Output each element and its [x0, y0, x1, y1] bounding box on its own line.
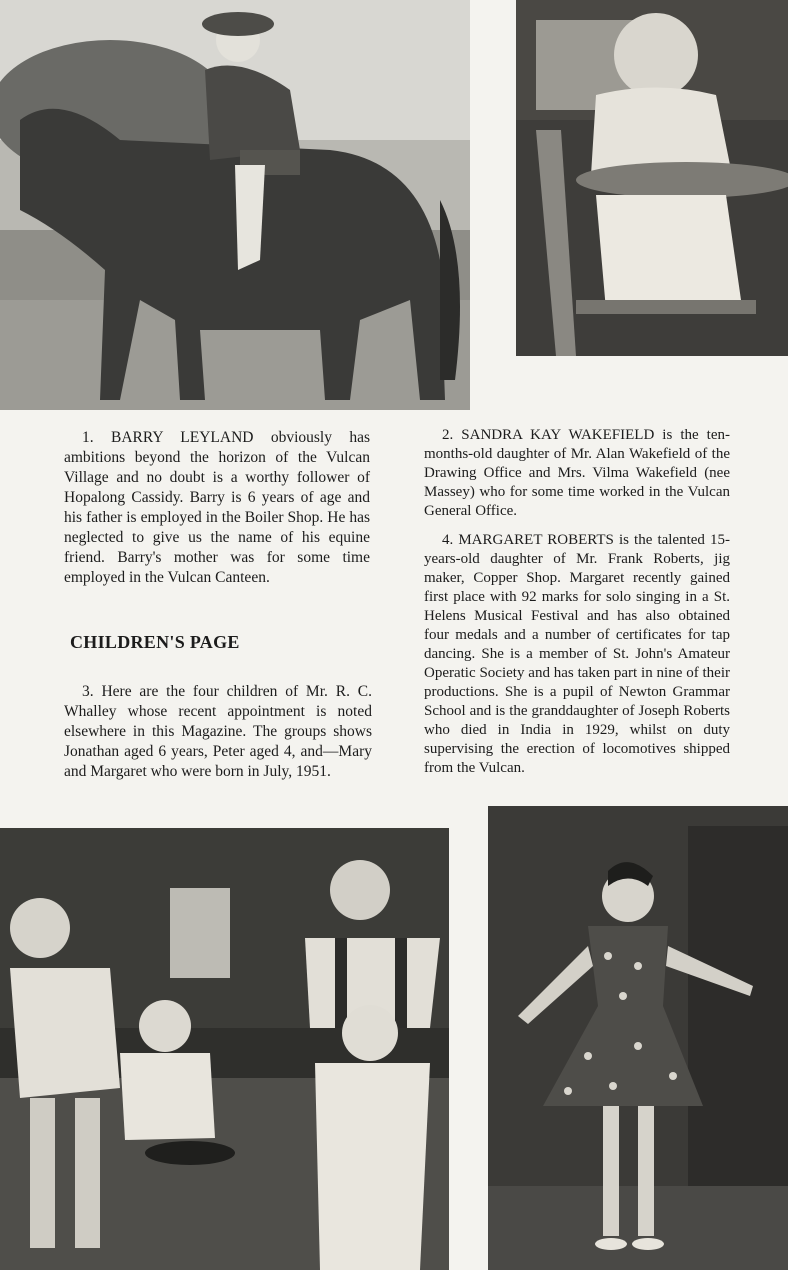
caption-4: 4. MARGARET ROBERTS is the talented 15-years-old daughter of Mr. Frank Roberts, jig maker, Copper Shop. Margaret recently gained first place with 92 marks for solo singing in a St. Helens Musical Festival and has also obtained four medals and a number of certificates for tap dancing. She is a member of St. John's Amateur Operatic Society and has taken part in nine of their productions. She is a pupil of Newton Grammar School and is the granddaughter of Joseph Roberts who died in India in 1929, whilst on duty supervising the erection of locomotives shipped from the Vulcan.: [424, 532, 730, 776]
photo-girl-dancing: [488, 806, 788, 1270]
photo-four-children: [0, 828, 449, 1270]
page-heading: CHILDREN'S PAGE: [70, 632, 240, 652]
caption-3: 3. Here are the four children of Mr. R. C. Whalley whose recent appointment is noted elsewhere in this Magazine. The groups shows Jonathan aged 6 years, Peter aged 4, and—Mary and Margaret who were born in July, 1951.: [64, 683, 372, 780]
captions-2-4-column: [424, 426, 730, 778]
photo-baby-in-high-chair: [516, 0, 788, 356]
photo-boy-on-pony: [0, 0, 470, 410]
caption-2: 2. SANDRA KAY WAKEFIELD is the ten-months-old daughter of Mr. Alan Wakefield of the Drawing Office and Mrs. Vilma Wakefield (nee Massey) who for some time worked in the Vulcan General Office.: [424, 427, 730, 519]
caption-1: 1. BARRY LEYLAND obviously has ambitions beyond the horizon of the Vulcan Village and no doubt is a worthy follower of Hopalong Cassidy. Barry is 6 years of age and his father is employed in the Boiler Shop. He has neglected to give us the name of his equine friend. Barry's mother was for some time employed in the Vulcan Canteen.: [64, 429, 370, 586]
caption-3-column: [64, 682, 372, 782]
caption-1-column: [64, 428, 370, 588]
